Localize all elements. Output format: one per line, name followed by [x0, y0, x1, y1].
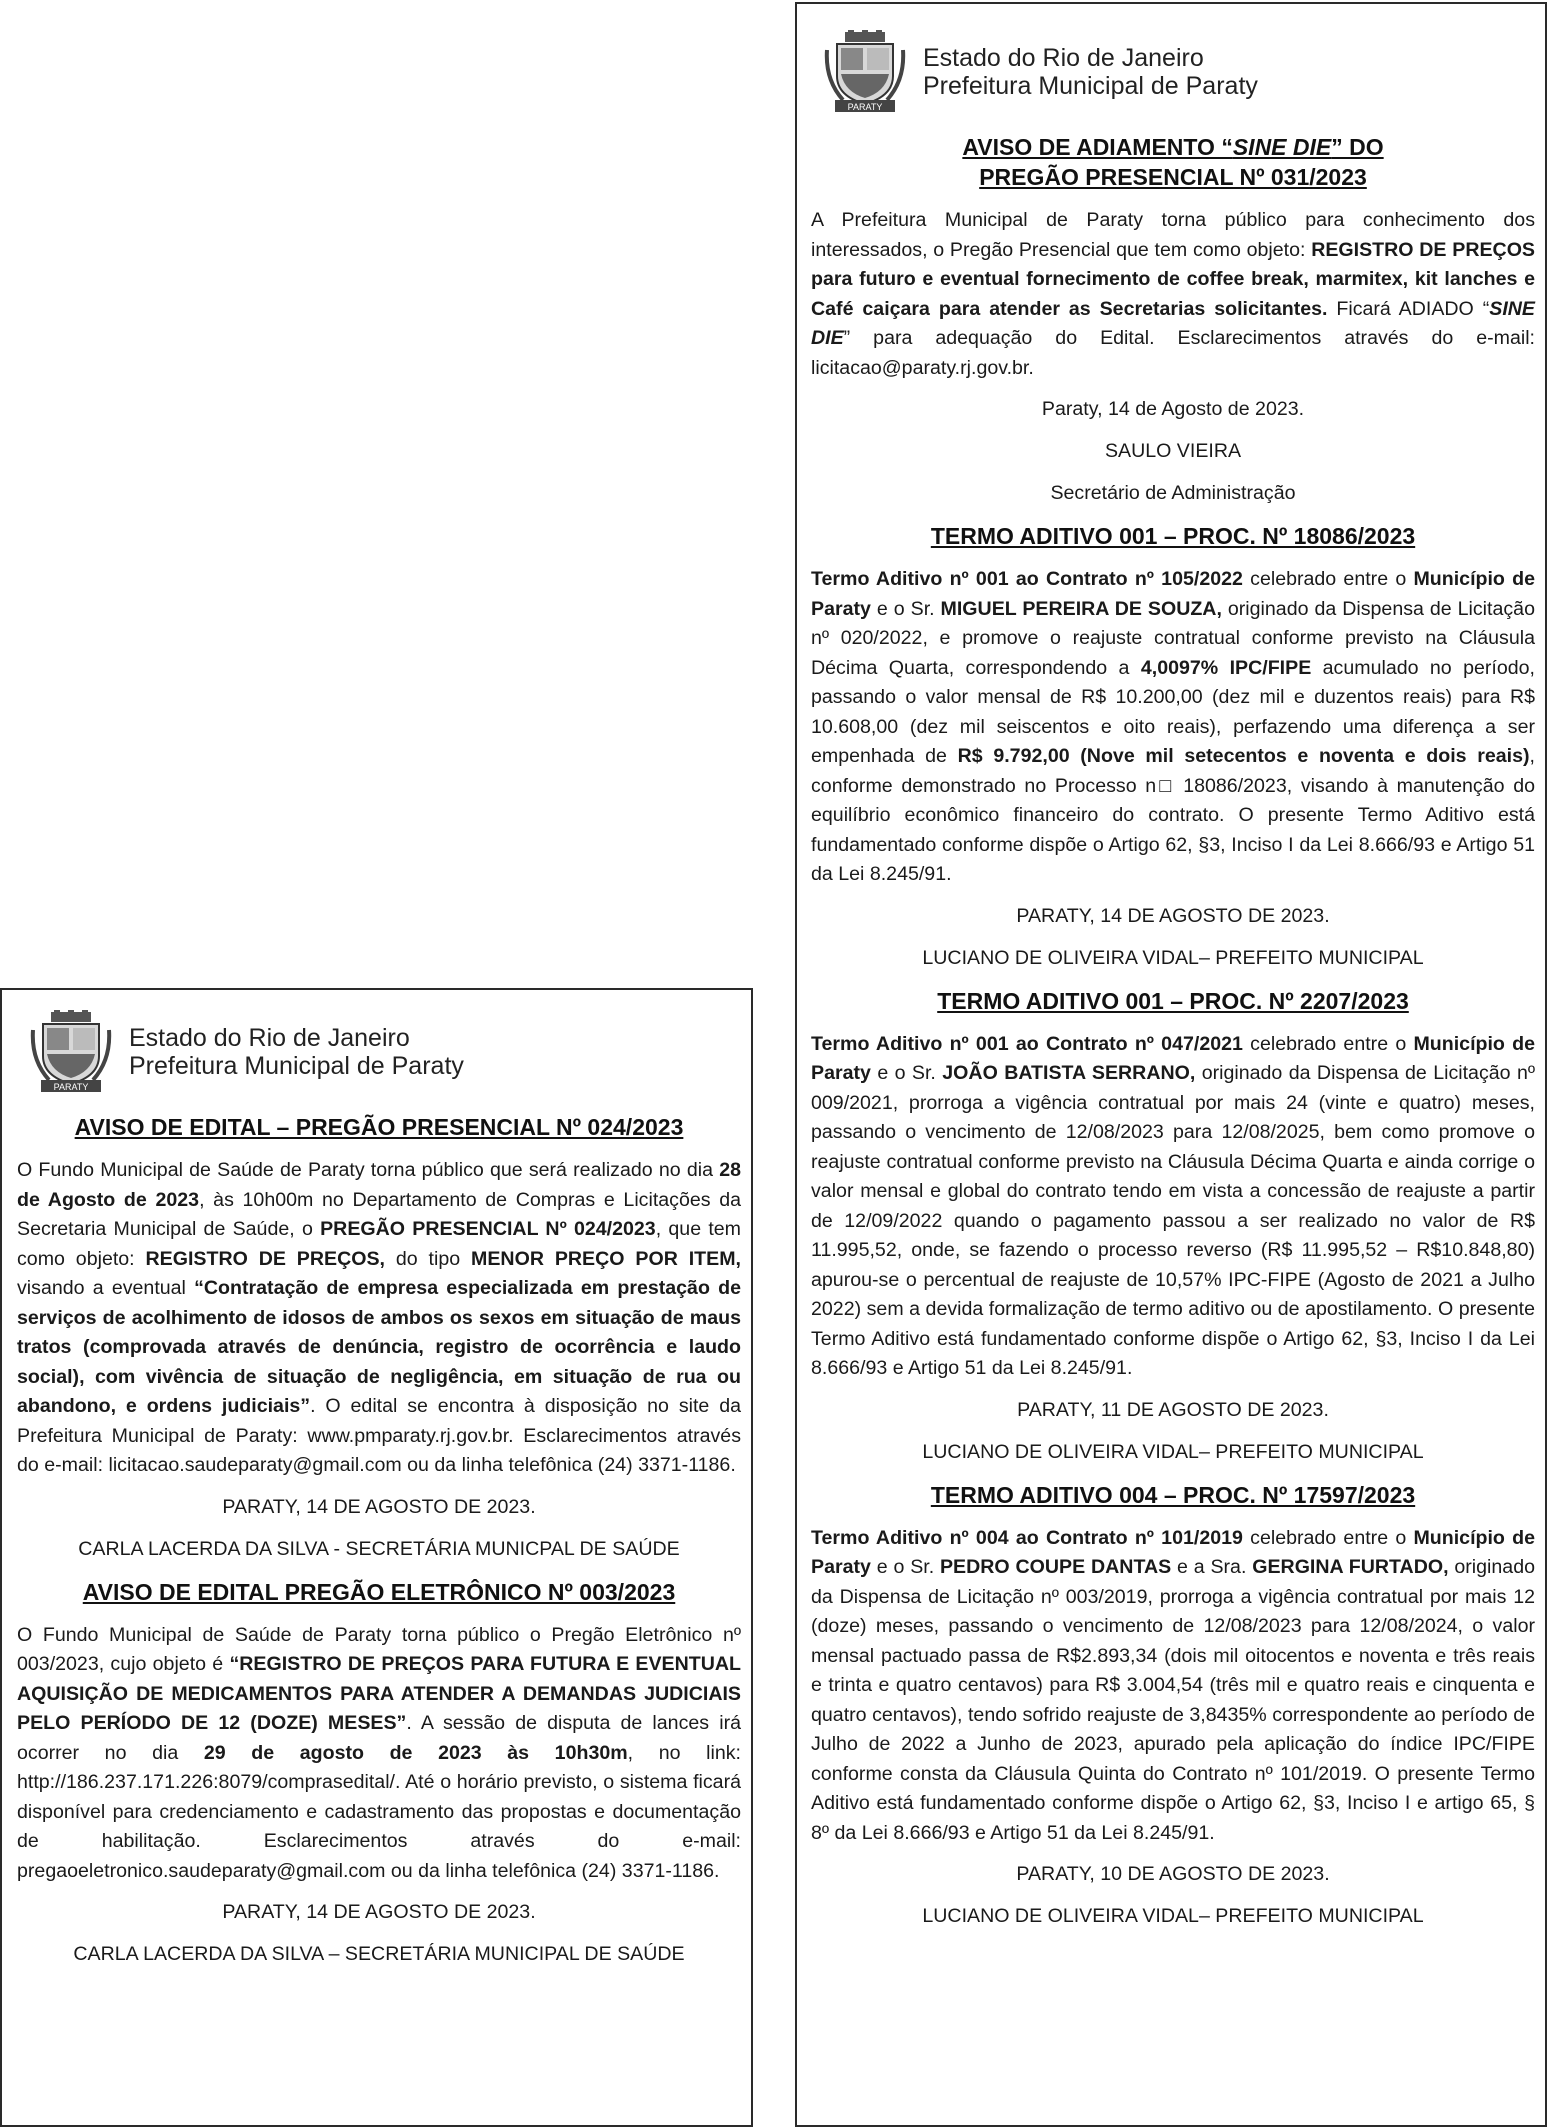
- notice-title: AVISO DE EDITAL – PREGÃO PRESENCIAL Nº 024/2023: [74, 1114, 684, 1140]
- text-run: , que tem como objeto:: [17, 1218, 742, 1270]
- title-part-italic: SINE DIE: [1232, 134, 1332, 160]
- bold-text-run: Termo Aditivo nº 004 ao Contrato nº 101/2019: [811, 1526, 1243, 1549]
- text-run: e a Sra.: [1171, 1556, 1253, 1578]
- municipal-crest-icon: [29, 1010, 113, 1094]
- notice-signer-role: Secretário de Administração: [1050, 482, 1296, 504]
- notice-date: Paraty, 14 de Agosto de 2023.: [1041, 398, 1305, 420]
- letterhead-text: [129, 1024, 464, 1080]
- state-name: Estado do Rio de Janeiro: [923, 44, 1204, 72]
- bold-text-run: “Contratação de empresa especializada em prestação de serviços de acolhimento de idosos de ambos os sexos em situação de maus tratos (comprovada através de denúncia, registro de ocorrência e laudo social), com vivência de situação de negligência, em situação de rua ou abandono, e ordens judiciais”: [17, 1277, 741, 1417]
- notice-signer: LUCIANO DE OLIVEIRA VIDAL– PREFEITO MUNICIPAL: [922, 1440, 1424, 1463]
- text-run: originado da Dispensa de Licitação nº 003/2019, prorroga a vigência contratual por mais 12 (doze) meses, passando o vencimento de 12/08/2023 para 12/08/2024, o valor mensal pactuado passa de R$2.893,34 (dois mil oitocentos e noventa e três reais e trinta e quatro centavos) para R$ 3.004,54 (três mil e quatro reais e cinquenta e quatro centavos), tendo sofrido reajuste de 3,8435% correspondente ao período de Julho de 2022 a Junho de 2023, apurado pela aplicação do índice IPC/FIPE conforme consta da Cláusula Quinta do Contrato nº 101/2019. O presente Termo Aditivo está fundamentado conforme dispõe o Artigo 62, §3, Inciso I e artigo 65, § 8º da Lei 8.666/93 e Artigo 51 da Lei 8.245/91.: [811, 1556, 1535, 1844]
- text-run: e o Sr.: [870, 597, 941, 620]
- bold-text-run: REGISTRO DE PREÇOS,: [145, 1247, 385, 1270]
- notice-title: TERMO ADITIVO 004 – PROC. Nº 17597/2023: [930, 1481, 1416, 1508]
- svg-text:PARATY: PARATY: [53, 1082, 89, 1092]
- notice-body: [811, 1030, 1535, 1384]
- municipal-crest-icon: [823, 30, 907, 114]
- text-run: do tipo: [385, 1247, 472, 1270]
- notice-body: [811, 565, 1535, 890]
- bold-text-run: “REGISTRO DE PREÇOS PARA FUTURA E EVENTUAL AQUISIÇÃO DE MEDICAMENTOS PARA ATENDER A DEMANDAS JUDICIAIS PELO PERÍODO DE 12 (DOZE) MESES”: [17, 1653, 742, 1734]
- bold-text-run: SINE DIE: [811, 297, 1535, 349]
- bold-text-run: REGISTRO DE PREÇOS para futuro e eventual fornecimento de coffee break, marmitex, kit lanches e Café caiçara para atender as Secretarias solicitantes.: [811, 238, 1536, 320]
- notice-body: [811, 206, 1535, 383]
- notice-signer: LUCIANO DE OLIVEIRA VIDAL– PREFEITO MUNICIPAL: [922, 946, 1424, 969]
- bold-text-run: MIGUEL PEREIRA DE SOUZA,: [940, 597, 1222, 620]
- bold-text-run: MENOR PREÇO POR ITEM,: [471, 1247, 741, 1270]
- text-run: e o Sr.: [870, 1062, 943, 1084]
- bold-text-run: R$ 9.792,00 (Nove mil setecentos e noventa e dois reais): [957, 745, 1530, 767]
- notice-body: [17, 1621, 741, 1887]
- prefecture-name: Prefeitura Municipal de Paraty: [923, 72, 1258, 100]
- notice-signer: LUCIANO DE OLIVEIRA VIDAL– PREFEITO MUNICIPAL: [922, 1905, 1424, 1927]
- letterhead: [823, 30, 1535, 114]
- text-run: originado da Dispensa de Licitação nº 009/2021, prorroga a vigência contratual por mais 24 (vinte e quatro) meses, passando o vencimento de 12/08/2023 para 12/08/2025, bem como promove o reajuste contratual conforme previsto na Cláusula Décima Quarta e ainda corrige o valor mensal e global do contrato tendo em vista a concessão de reajuste a partir de 12/09/2022 quando o pagamento passou a ser realizado no valor de R$ 11.995,52, onde, se fazendo o processo reverso (R$ 11.995,52 – R$10.848,80) apurou-se o percentual de reajuste de 10,57% IPC-FIPE (Agosto de 2021 a Julho 2022) sem a devida formalização de termo aditivo ou de apostilamento. O presente Termo Aditivo está fundamentado conforme dispõe o Artigo 62, §3, Inciso I da Lei 8.666/93 e Artigo 51 da Lei 8.245/91.: [811, 1062, 1535, 1379]
- bold-text-run: JOÃO BATISTA SERRANO,: [942, 1062, 1196, 1084]
- text-run: O Fundo Municipal de Saúde de Paraty torna público o Pregão Eletrônico nº 003/2023, cujo objeto é: [17, 1623, 741, 1675]
- notice-title: TERMO ADITIVO 001 – PROC. Nº 18086/2023: [930, 523, 1416, 549]
- notice-signer: CARLA LACERDA DA SILVA - SECRETÁRIA MUNICPAL DE SAÚDE: [78, 1537, 680, 1560]
- bold-text-run: Termo Aditivo nº 001 ao Contrato nº 047/2021: [811, 1032, 1243, 1055]
- left-notice-box: [0, 988, 753, 2127]
- bold-text-run: PREGÃO PRESENCIAL Nº 024/2023: [320, 1218, 656, 1240]
- notice-date: PARATY, 14 DE AGOSTO DE 2023.: [222, 1901, 536, 1923]
- notice-date: PARATY, 14 DE AGOSTO DE 2023.: [1016, 904, 1330, 927]
- notice-title: TERMO ADITIVO 001 – PROC. Nº 2207/2023: [937, 987, 1409, 1014]
- text-run: visando a eventual: [17, 1277, 195, 1299]
- letterhead-text: [923, 44, 1258, 100]
- bold-text-run: 29 de agosto de 2023 às 10h30m: [203, 1741, 628, 1764]
- notice-date: PARATY, 14 DE AGOSTO DE 2023.: [222, 1495, 536, 1518]
- notice-body: [17, 1156, 741, 1481]
- text-run: , no link: http://186.237.171.226:8079/comprasedital/. Até o horário previsto, o sistema ficará disponível para credenciamento e cadastramento das propostas e documentação de habilitação. Esclarecimentos através do e-mail: pregaoeletronico.saudeparaty@gmail.com ou da linha telefônica (24) 3371-1186.: [17, 1741, 741, 1882]
- prefecture-name: Prefeitura Municipal de Paraty: [129, 1052, 464, 1080]
- svg-text:PARATY: PARATY: [847, 102, 883, 112]
- title-part: AVISO DE ADIAMENTO “: [962, 134, 1233, 160]
- text-run: . O edital se encontra à disposição no site da Prefeitura Municipal de Paraty: www.pmparaty.rj.gov.br. Esclarecimentos através do e-mail: licitacao.saudeparaty@gmail.com ou da linha telefônica (24) 3371-1186.: [17, 1395, 741, 1476]
- notice-signer: CARLA LACERDA DA SILVA – SECRETÁRIA MUNICIPAL DE SAÚDE: [73, 1943, 685, 1965]
- text-run: O Fundo Municipal de Saúde de Paraty torna público que será realizado no dia: [17, 1159, 720, 1181]
- right-notice-box: [795, 2, 1547, 2127]
- notice-date: PARATY, 11 DE AGOSTO DE 2023.: [1017, 1398, 1329, 1421]
- bold-text-run: Município de Paraty: [811, 1032, 1535, 1084]
- notice-date: PARATY, 10 DE AGOSTO DE 2023.: [1016, 1863, 1330, 1885]
- title-part: PREGÃO PRESENCIAL Nº 031/2023: [979, 164, 1367, 190]
- bold-text-run: PEDRO COUPE DANTAS: [939, 1556, 1172, 1578]
- bold-text-run: Município de Paraty: [811, 568, 1535, 620]
- bold-text-run: 28 de Agosto de 2023: [17, 1159, 741, 1211]
- title-part: ” DO: [1331, 134, 1384, 160]
- text-run: celebrado entre o: [1242, 1526, 1414, 1549]
- text-run: , às 10h00m no Departamento de Compras e Licitações da Secretaria Municipal de Saúde, o: [17, 1188, 742, 1240]
- text-run: . A sessão de disputa de lances irá ocorrer no dia: [17, 1712, 741, 1764]
- state-name: Estado do Rio de Janeiro: [129, 1024, 410, 1052]
- bold-text-run: Município de Paraty: [811, 1526, 1535, 1578]
- text-run: Ficará ADIADO “: [1327, 297, 1490, 320]
- notice-body: [811, 1524, 1535, 1849]
- text-run: celebrado entre o: [1242, 568, 1414, 590]
- bold-text-run: GERGINA FURTADO,: [1252, 1556, 1449, 1578]
- text-run: A Prefeitura Municipal de Paraty torna público para conhecimento dos interessados, o Pregão Presencial que tem como objeto:: [811, 209, 1535, 261]
- text-run: originado da Dispensa de Licitação nº 020/2022, e promove o reajuste contratual conforme previsto na Cláusula Décima Quarta, correspondendo a: [811, 597, 1535, 679]
- notice-title: AVISO DE EDITAL PREGÃO ELETRÔNICO Nº 003/2023: [82, 1578, 676, 1605]
- text-run: celebrado entre o: [1242, 1032, 1414, 1055]
- notice-title: [811, 132, 1535, 192]
- bold-text-run: 4,0097% IPC/FIPE: [1140, 656, 1312, 679]
- text-run: ” para adequação do Edital. Esclarecimentos através do e-mail: licitacao@paraty.rj.gov.br.: [811, 327, 1535, 379]
- text-run: , conforme demonstrado no Processo n□ 18086/2023, visando à manutenção do equilíbrio econômico financeiro do contrato. O presente Termo Aditivo está fundamentado conforme dispõe o Artigo 62, §3, Inciso I da Lei 8.666/93 e Artigo 51 da Lei 8.245/91.: [811, 745, 1535, 885]
- text-run: e o Sr.: [870, 1556, 940, 1578]
- text-run: acumulado no período, passando o valor mensal de R$ 10.200,00 (dez mil e duzentos reais) para R$ 10.608,00 (dez mil seiscentos e oito reais), perfazendo uma diferença a ser empenhada de: [811, 656, 1535, 767]
- letterhead: [29, 1010, 741, 1094]
- bold-text-run: Termo Aditivo nº 001 ao Contrato nº 105/2022: [811, 568, 1243, 590]
- notice-signer: SAULO VIEIRA: [1104, 440, 1242, 462]
